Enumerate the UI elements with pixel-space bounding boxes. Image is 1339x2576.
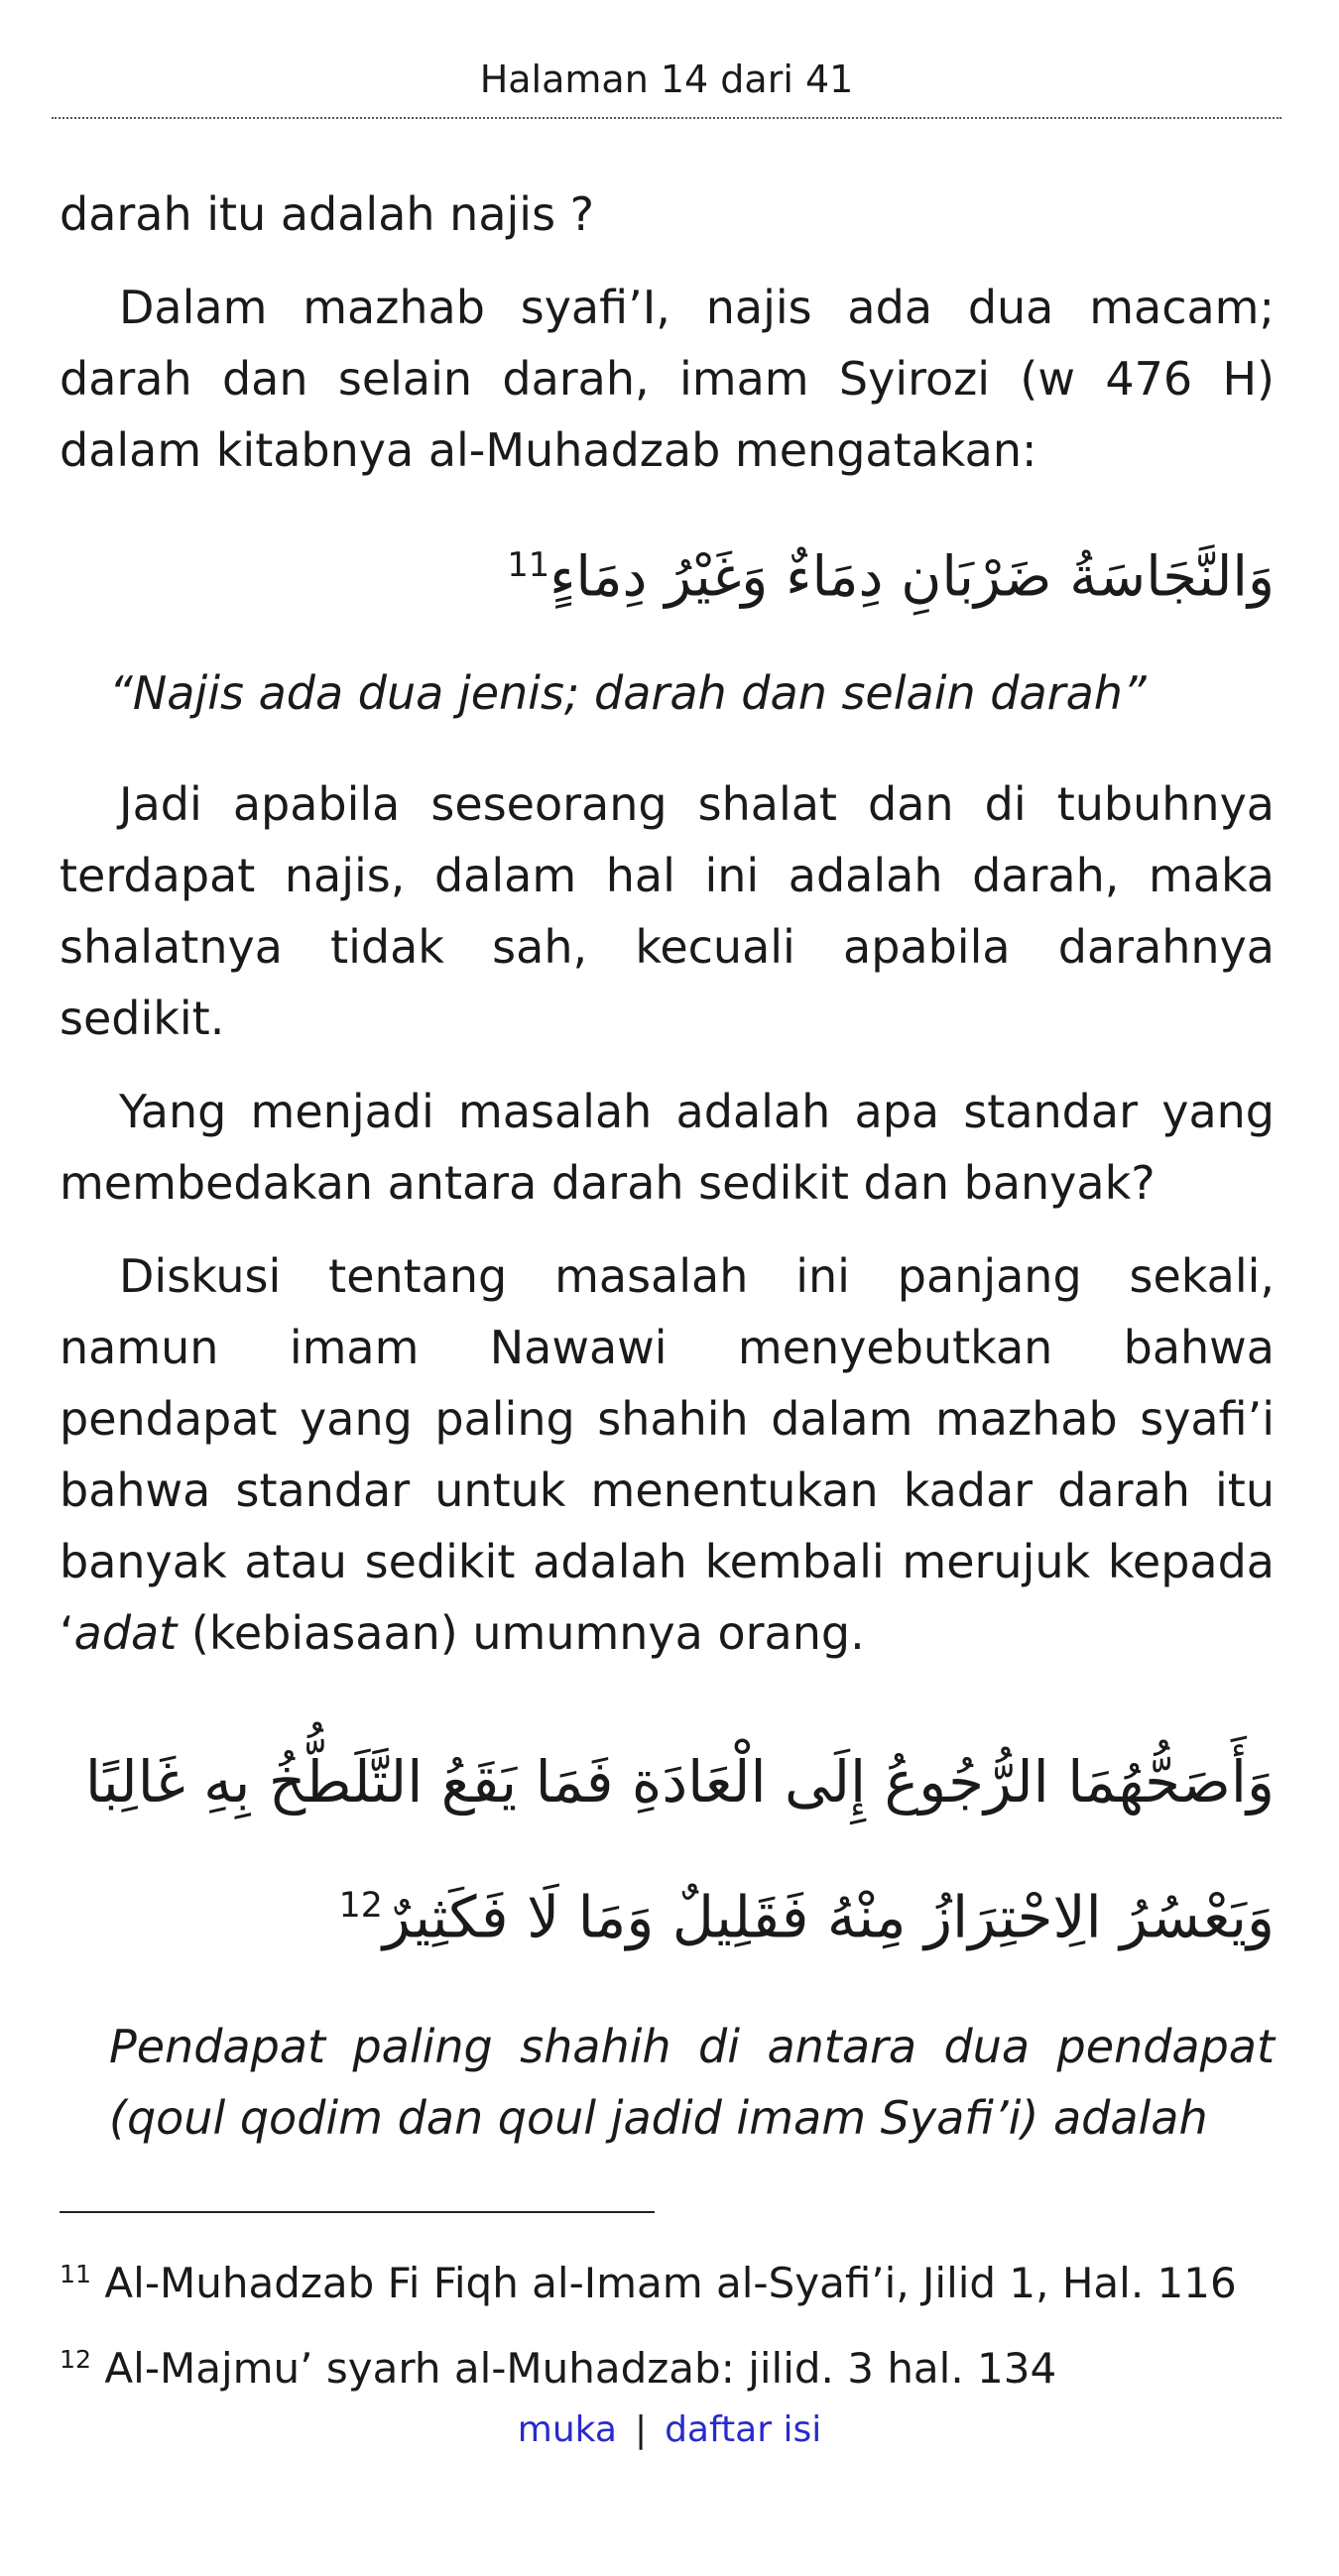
nav-separator: | bbox=[634, 2409, 648, 2450]
arabic-quote-2-line-2 bbox=[60, 1851, 1275, 1971]
footnote-11-number: 11 bbox=[60, 2260, 92, 2288]
paragraph-5-text: Diskusi tentang masalah ini panjang sekali, namun imam Nawawi menyebutkan bahwa pendapat yang paling shahih dalam mazhab syafi’i bahwa standar untuk menentukan kadar darah itu banyak atau sedikit adalah kembali merujuk kepada ‘ bbox=[60, 1248, 1275, 1660]
footnote-12-text: Al-Majmu’ syarh al-Muhadzab: jilid. 3 hal. 134 bbox=[104, 2344, 1057, 2393]
translation-quote-2: Pendapat paling shahih di antara dua pendapat (qoul qodim dan qoul jadid imam Syafi’i) adalah bbox=[109, 2019, 1275, 2145]
arabic-quote-2-line-2-text: وَيَعْسُرُ الِاحْتِرَازُ مِنْهُ فَقَلِيلٌ وَمَا لَا فَكَثِيرٌ bbox=[382, 1882, 1275, 1950]
footnote-12 bbox=[60, 2344, 1056, 2394]
arabic-quote-2-line-1: وَأَصَحُّهُمَا الرُّجُوعُ إِلَى الْعَادَةِ فَمَا يَقَعُ التَّلَطُّخُ بِهِ غَالِبًا bbox=[84, 1747, 1275, 1815]
header-divider bbox=[52, 117, 1281, 119]
paragraph-2: Dalam mazhab syafi’I, najis ada dua macam; darah dan selain darah, imam Syirozi (w 476 H) dalam kitabnya al-Muhadzab mengatakan: bbox=[60, 281, 1275, 477]
translation-quote-1: “Najis ada dua jenis; darah dan selain darah” bbox=[109, 665, 1147, 720]
paragraph-4: Yang menjadi masalah adalah apa standar yang membedakan antara darah sedikit dan banyak? bbox=[60, 1084, 1275, 1210]
paragraph-5-end: (kebiasaan) umumnya orang. bbox=[177, 1605, 865, 1660]
table-of-contents-link[interactable]: daftar isi bbox=[665, 2409, 822, 2450]
footnote-11-text: Al-Muhadzab Fi Fiqh al-Imam al-Syafi’i, Jilid 1, Hal. 116 bbox=[104, 2259, 1237, 2307]
footnote-divider bbox=[60, 2211, 655, 2213]
arabic-quote-1-text: وَالنَّجَاسَةُ ضَرْبَانِ دِمَاءٌ وَغَيْرُ دِمَاءٍ bbox=[549, 544, 1275, 610]
arabic-quote-1 bbox=[60, 526, 1275, 618]
home-link[interactable]: muka bbox=[517, 2409, 617, 2450]
paragraph-5-italic-term: adat bbox=[73, 1605, 178, 1660]
footnote-12-number: 12 bbox=[60, 2345, 92, 2374]
page-header: Halaman 14 dari 41 bbox=[479, 58, 854, 101]
paragraph-3: Jadi apabila seseorang shalat dan di tubuhnya terdapat najis, dalam hal ini adalah darah, maka shalatnya tidak sah, kecuali apabila darahnya sedikit. bbox=[60, 776, 1275, 1045]
footnote-ref-12: 12 bbox=[338, 1885, 383, 1926]
page-navigation bbox=[0, 2409, 1339, 2450]
page-body bbox=[60, 178, 1275, 2154]
paragraph-1: darah itu adalah najis ? bbox=[60, 187, 595, 241]
footnote-11 bbox=[60, 2259, 1237, 2308]
footnote-ref-11: 11 bbox=[507, 545, 550, 584]
paragraph-5 bbox=[60, 1240, 1275, 1669]
